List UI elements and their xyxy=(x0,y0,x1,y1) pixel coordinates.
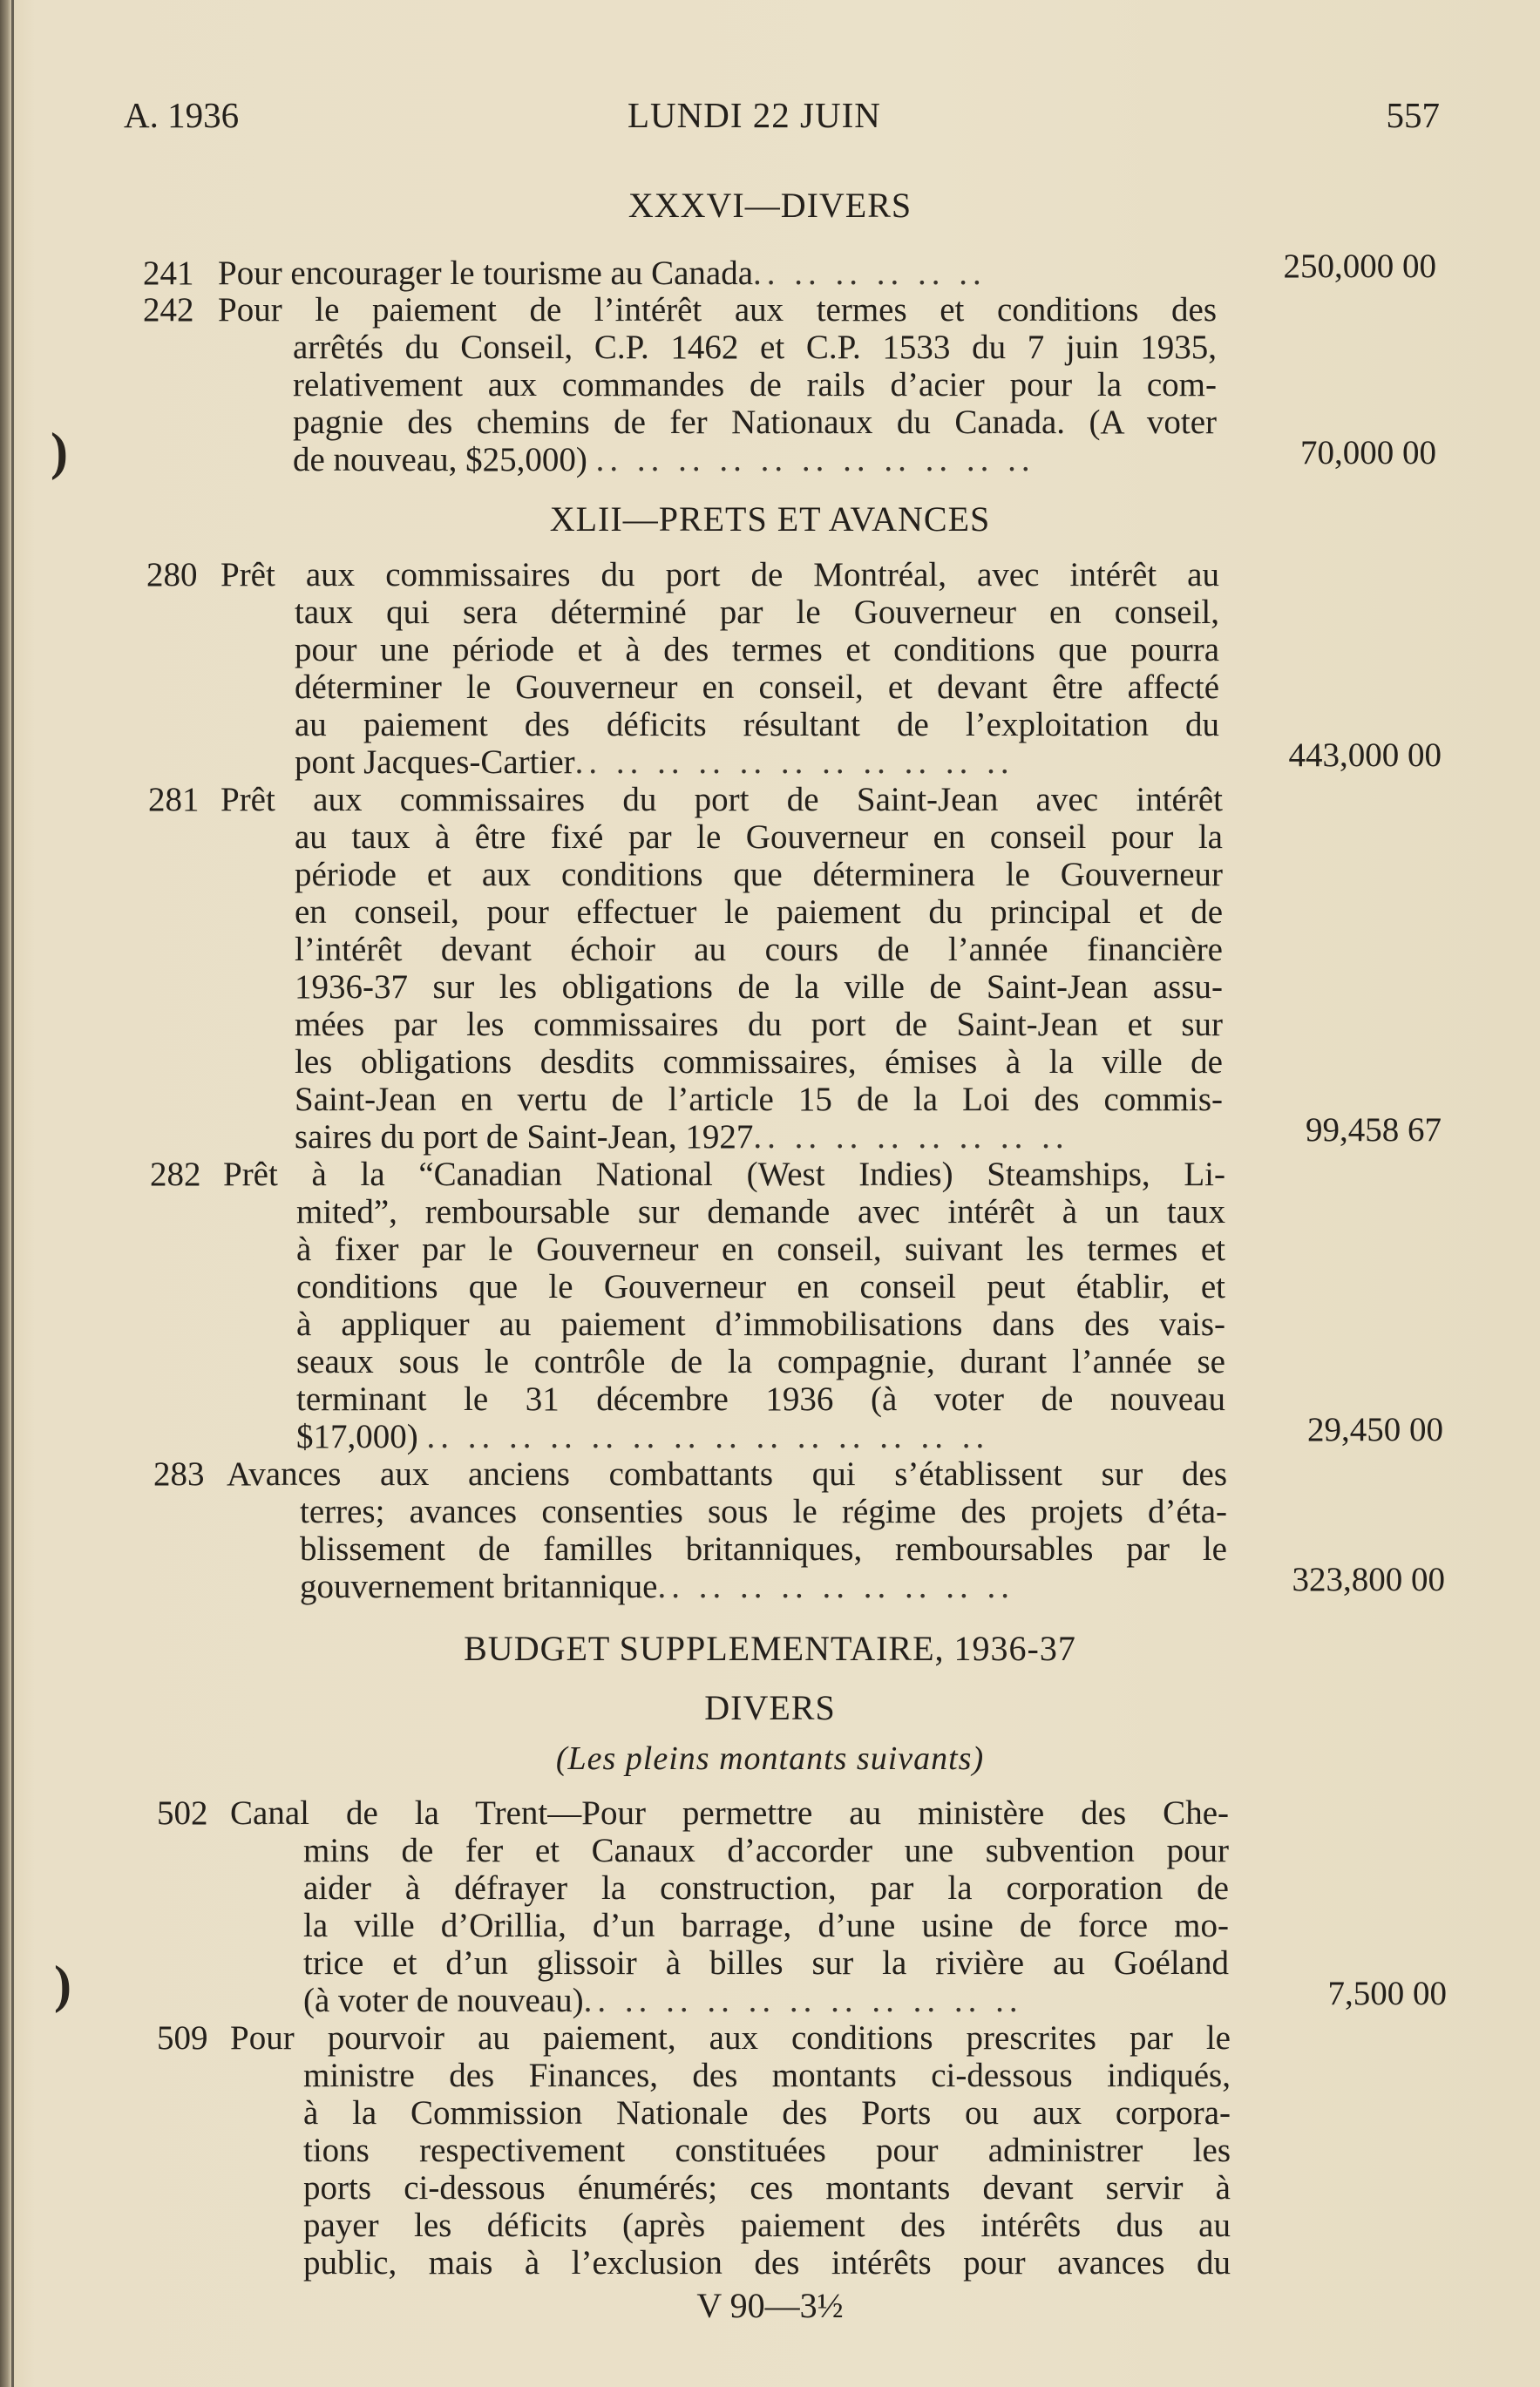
item-line: terres; avances consenties sous le régime des projets d’éta- xyxy=(300,1493,1227,1530)
margin-mark: ) xyxy=(54,1956,71,2013)
item-line: à la Commission Nationale des Ports ou aux corpora- xyxy=(303,2094,1231,2132)
item-line: blissement de familles britanniques, remboursables par le xyxy=(300,1530,1227,1568)
item-line: pont Jacques-Cartier.. .. .. .. .. .. .. .. .. .. .. xyxy=(295,743,1014,781)
item-line: trice et d’un glissoir à billes sur la rivière au Goéland xyxy=(303,1944,1229,1982)
item-line: conditions que le Gouverneur en conseil peut établir, et xyxy=(296,1268,1225,1305)
item-line: déterminer le Gouverneur en conseil, et devant être affecté xyxy=(295,668,1219,706)
item-line: saires du port de Saint-Jean, 1927.. .. .. .. .. .. .. .. xyxy=(295,1118,1069,1156)
item-line: Pour encourager le tourisme au Canada.. .. .. .. .. .. xyxy=(218,254,987,292)
item-line: au taux à être fixé par le Gouverneur en conseil pour la xyxy=(295,818,1223,856)
item-number: 509 xyxy=(157,2019,208,2057)
item-line: l’intérêt devant échoir au cours de l’année financière xyxy=(295,931,1223,968)
item-amount: 70,000 00 xyxy=(1300,434,1436,471)
binding-edge xyxy=(0,0,12,2387)
signature-mark: V 90—3½ xyxy=(696,2286,844,2325)
item-line: relativement aux commandes de rails d’acier pour la com- xyxy=(293,366,1217,403)
item-amount: 29,450 00 xyxy=(1307,1411,1443,1448)
item-line: Pour pourvoir au paiement, aux conditions prescrites par le xyxy=(230,2019,1231,2057)
item-line: Prêt à la “Canadian National (West Indies) Steamships, Li- xyxy=(223,1156,1225,1193)
item-line: période et aux conditions que déterminera le Gouverneur xyxy=(295,856,1223,893)
section-subtitle: DIVERS xyxy=(704,1688,836,1727)
section-title: XXXVI—DIVERS xyxy=(628,186,912,225)
item-number: 282 xyxy=(150,1156,201,1193)
item-line: gouvernement britannique.. .. .. .. .. .. .. .. .. xyxy=(300,1568,1014,1605)
item-number: 280 xyxy=(146,556,198,593)
item-line: $17,000) .. .. .. .. .. .. .. .. .. .. .. .. .. .. xyxy=(296,1418,990,1455)
item-line: la ville d’Orillia, d’un barrage, d’une usine de force mo- xyxy=(303,1907,1229,1944)
item-line: mited”, remboursable sur demande avec intérêt à un taux xyxy=(296,1193,1225,1231)
item-line: pagnie des chemins de fer Nationaux du Canada. (A voter xyxy=(293,403,1217,441)
item-line: les obligations desdits commissaires, émises à la ville de xyxy=(295,1043,1223,1081)
item-line: de nouveau, $25,000) .. .. .. .. .. .. .. .. .. .. .. xyxy=(293,441,1035,478)
item-amount: 7,500 00 xyxy=(1327,1975,1447,2012)
item-line: à appliquer au paiement d’immobilisations dans des vais- xyxy=(296,1305,1225,1343)
item-line: seaux sous le contrôle de la compagnie, durant l’année se xyxy=(296,1343,1225,1380)
item-line: mins de fer et Canaux d’accorder une subvention pour xyxy=(303,1832,1229,1869)
item-line: en conseil, pour effectuer le paiement du principal et de xyxy=(295,893,1223,931)
section-title: BUDGET SUPPLEMENTAIRE, 1936-37 xyxy=(464,1629,1076,1668)
item-line: au paiement des déficits résultant de l’exploitation du xyxy=(295,706,1219,743)
item-line: Avances aux anciens combattants qui s’établissent sur des xyxy=(227,1455,1227,1493)
item-amount: 323,800 00 xyxy=(1292,1561,1445,1598)
item-line: terminant le 31 décembre 1936 (à voter de nouveau xyxy=(296,1380,1225,1418)
item-line: public, mais à l’exclusion des intérêts pour avances du xyxy=(303,2244,1231,2282)
item-line: pour une période et à des termes et conditions que pourra xyxy=(295,631,1219,668)
item-line: payer les déficits (après paiement des intérêts dus au xyxy=(303,2207,1231,2244)
margin-mark: ) xyxy=(51,423,68,480)
item-amount: 99,458 67 xyxy=(1306,1111,1442,1149)
item-number: 281 xyxy=(148,781,200,818)
binding-line xyxy=(11,0,14,2387)
item-line: Canal de la Trent—Pour permettre au ministère des Che- xyxy=(230,1794,1229,1832)
section-note: (Les pleins montants suivants) xyxy=(555,1740,985,1777)
item-line: 1936-37 sur les obligations de la ville de Saint-Jean assu- xyxy=(295,968,1223,1006)
item-line: aider à défrayer la construction, par la corporation de xyxy=(303,1869,1229,1907)
running-head xyxy=(124,94,1440,138)
item-amount: 250,000 00 xyxy=(1283,248,1436,285)
item-line: mées par les commissaires du port de Saint-Jean et sur xyxy=(295,1006,1223,1043)
item-line: taux qui sera déterminé par le Gouverneur en conseil, xyxy=(295,593,1219,631)
session-label: A. 1936 xyxy=(124,95,240,135)
item-line: (à voter de nouveau).. .. .. .. .. .. .. .. .. .. .. xyxy=(303,1982,1023,2019)
item-number: 283 xyxy=(153,1455,205,1493)
item-number: 241 xyxy=(143,254,194,292)
date-heading: LUNDI 22 JUIN xyxy=(628,95,881,135)
item-line: tions respectivement constituées pour administrer les xyxy=(303,2132,1231,2169)
item-amount: 443,000 00 xyxy=(1288,736,1442,774)
item-number: 242 xyxy=(143,291,194,329)
item-line: Pour le paiement de l’intérêt aux termes et conditions des xyxy=(218,291,1217,329)
item-line: Prêt aux commissaires du port de Montréal, avec intérêt au xyxy=(220,556,1219,593)
item-line: Prêt aux commissaires du port de Saint-Jean avec intérêt xyxy=(220,781,1223,818)
item-number: 502 xyxy=(157,1794,208,1832)
section-title: XLII—PRETS ET AVANCES xyxy=(549,499,991,539)
item-line: ports ci-dessous énumérés; ces montants devant servir à xyxy=(303,2169,1231,2207)
item-line: Saint-Jean en vertu de l’article 15 de la Loi des commis- xyxy=(295,1081,1223,1118)
item-line: ministre des Finances, des montants ci-dessous indiqués, xyxy=(303,2057,1231,2094)
item-line: à fixer par le Gouverneur en conseil, suivant les termes et xyxy=(296,1231,1225,1268)
page-number: 557 xyxy=(1386,95,1440,135)
item-line: arrêtés du Conseil, C.P. 1462 et C.P. 1533 du 7 juin 1935, xyxy=(293,329,1217,366)
